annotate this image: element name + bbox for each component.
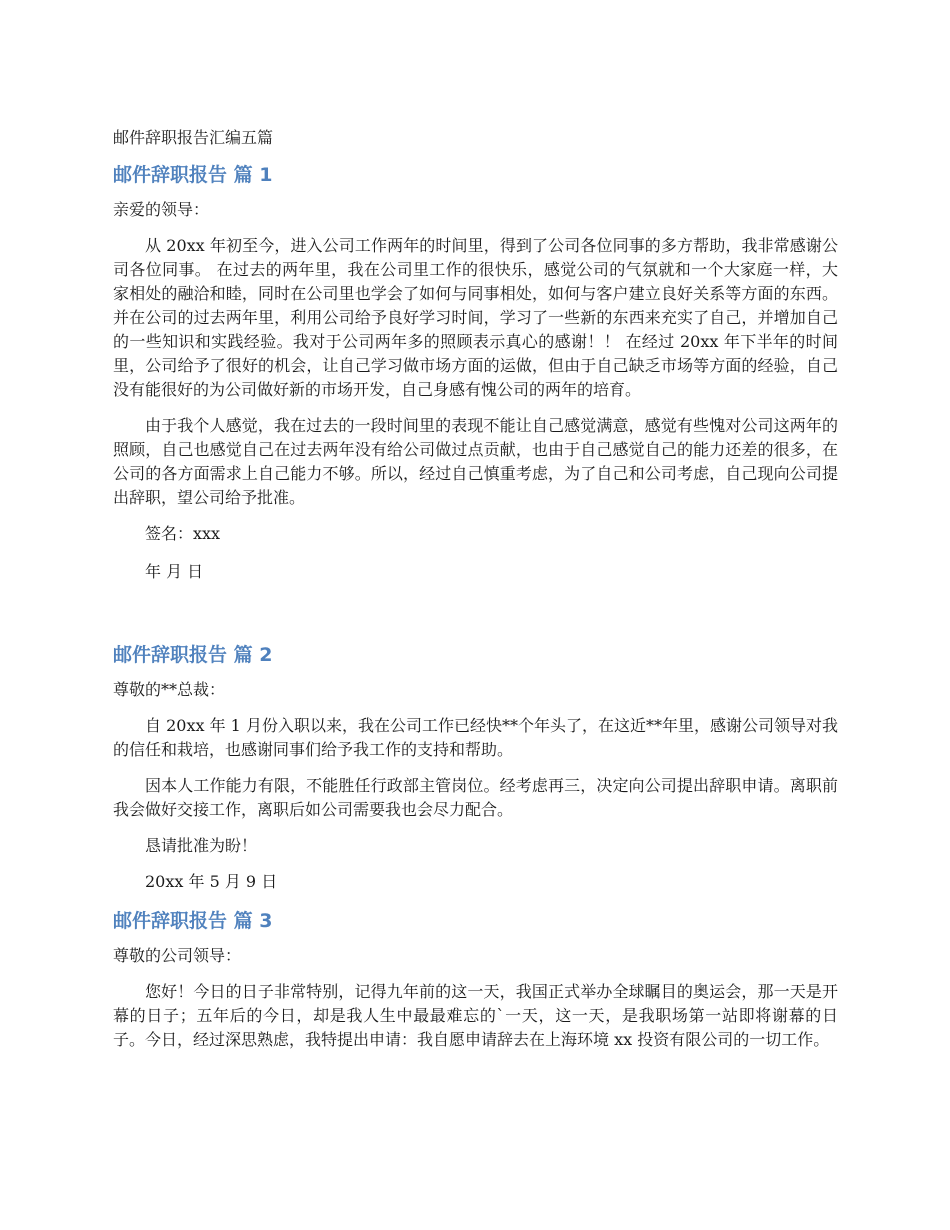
signature-1: 签名：xxx (145, 524, 221, 543)
salutation-1: 亲爱的领导： (113, 200, 210, 219)
salutation-2: 尊敬的**总裁： (113, 680, 226, 699)
paragraph-2-1: 自 20xx 年 1 月份入职以来，我在公司工作已经快**个年头了，在这近**年里，感谢公司领导对我的信任和栽培，也感谢同事们给予我工作的支持和帮助。 (113, 716, 838, 759)
paragraph-3-1: 您好！今日的日子非常特别，记得九年前的这一天，我国正式举办全球瞩目的奥运会，那一天是开幕的日子；五年后的今日，却是我人生中最最难忘的`一天，这一天，是我职场第一站即将谢幕的日子。今日，经过深思熟虑，我特提出申请：我自愿申请辞去在上海环境 xx 投资有限公司的一切工作。 (113, 982, 838, 1049)
paragraph-1-1: 从 20xx 年初至今，进入公司工作两年的时间里，得到了公司各位同事的多方帮助，我非常感谢公司各位同事。 在过去的两年里，我在公司里工作的很快乐，感觉公司的气氛就和一个大家庭一样，大家相处的融洽和睦，同时在公司里也学会了如何与同事相处，如何与客户建立良好关系等方面的东西。并在公司的过去两年里，利用公司给予良好学习时间，学习了一些新的东西来充实了自己，并增加自己的一些知识和实践经验。我对于公司两年多的照顾表示真心的感谢！！ 在经过 20xx 年下半年的时间里，公司给予了很好的机会，让自己学习做市场方面的运做，但由于自己缺乏市场等方面的经验，自己没有能很好的为公司做好新的市场开发，自己身感有愧公司的两年的培育。 (113, 236, 838, 399)
paragraph-2-2: 因本人工作能力有限，不能胜任行政部主管岗位。经考虑再三，决定向公司提出辞职申请。离职前我会做好交接工作，离职后如公司需要我也会尽力配合。 (113, 776, 838, 819)
paragraph-1-2: 由于我个人感觉，我在过去的一段时间里的表现不能让自己感觉满意，感觉有些愧对公司这两年的照顾，自己也感觉自己在过去两年没有给公司做过点贡献，也由于自己感觉自己的能力还差的很多，在公司的各方面需求上自己能力不够。所以，经过自己慎重考虑，为了自己和公司考虑，自己现向公司提出辞职，望公司给予批准。 (113, 416, 838, 507)
section-heading-2: 邮件辞职报告 篇 2 (113, 644, 273, 666)
section-heading-1: 邮件辞职报告 篇 1 (113, 164, 273, 186)
date-2: 20xx 年 5 月 9 日 (145, 872, 278, 891)
salutation-3: 尊敬的公司领导： (113, 946, 242, 965)
paragraph-2-3: 恳请批准为盼！ (145, 836, 258, 855)
date-1: 年 月 日 (145, 562, 204, 581)
section-heading-3: 邮件辞职报告 篇 3 (113, 910, 273, 932)
document-title: 邮件辞职报告汇编五篇 (113, 128, 274, 147)
